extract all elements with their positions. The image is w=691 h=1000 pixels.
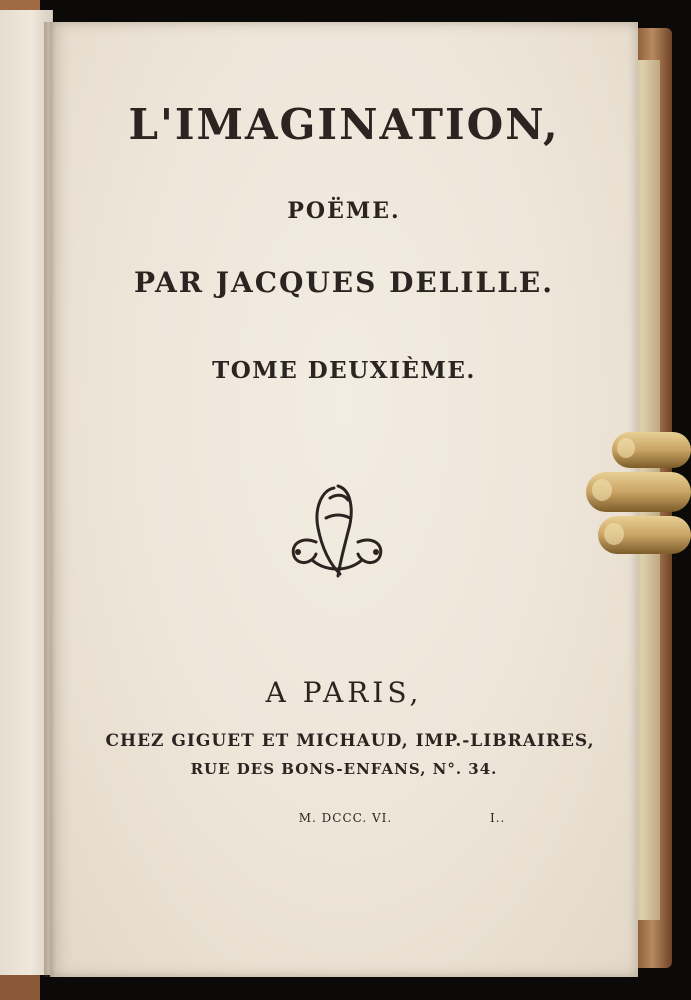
- book-author: PAR JACQUES DELILLE.: [133, 266, 554, 299]
- signature-mark: I..: [490, 811, 506, 825]
- brass-clasp-icon: [582, 420, 691, 570]
- imprint-date: M. DCCC. VI.: [298, 811, 393, 825]
- imprint-place: A PARIS,: [265, 676, 423, 709]
- imprint-address: RUE DES BONS-ENFANS, N°. 34.: [190, 760, 498, 778]
- imprint-publisher: CHEZ GIGUET ET MICHAUD, IMP.-LIBRAIRES,: [105, 731, 595, 751]
- ornamental-monogram-icon: [282, 478, 392, 586]
- book-volume: TOME DEUXIÈME.: [212, 357, 476, 384]
- book-subtitle: POËME.: [287, 198, 401, 224]
- gutter-shadow: [44, 22, 56, 977]
- book-title: L'IMAGINATION,: [128, 100, 560, 149]
